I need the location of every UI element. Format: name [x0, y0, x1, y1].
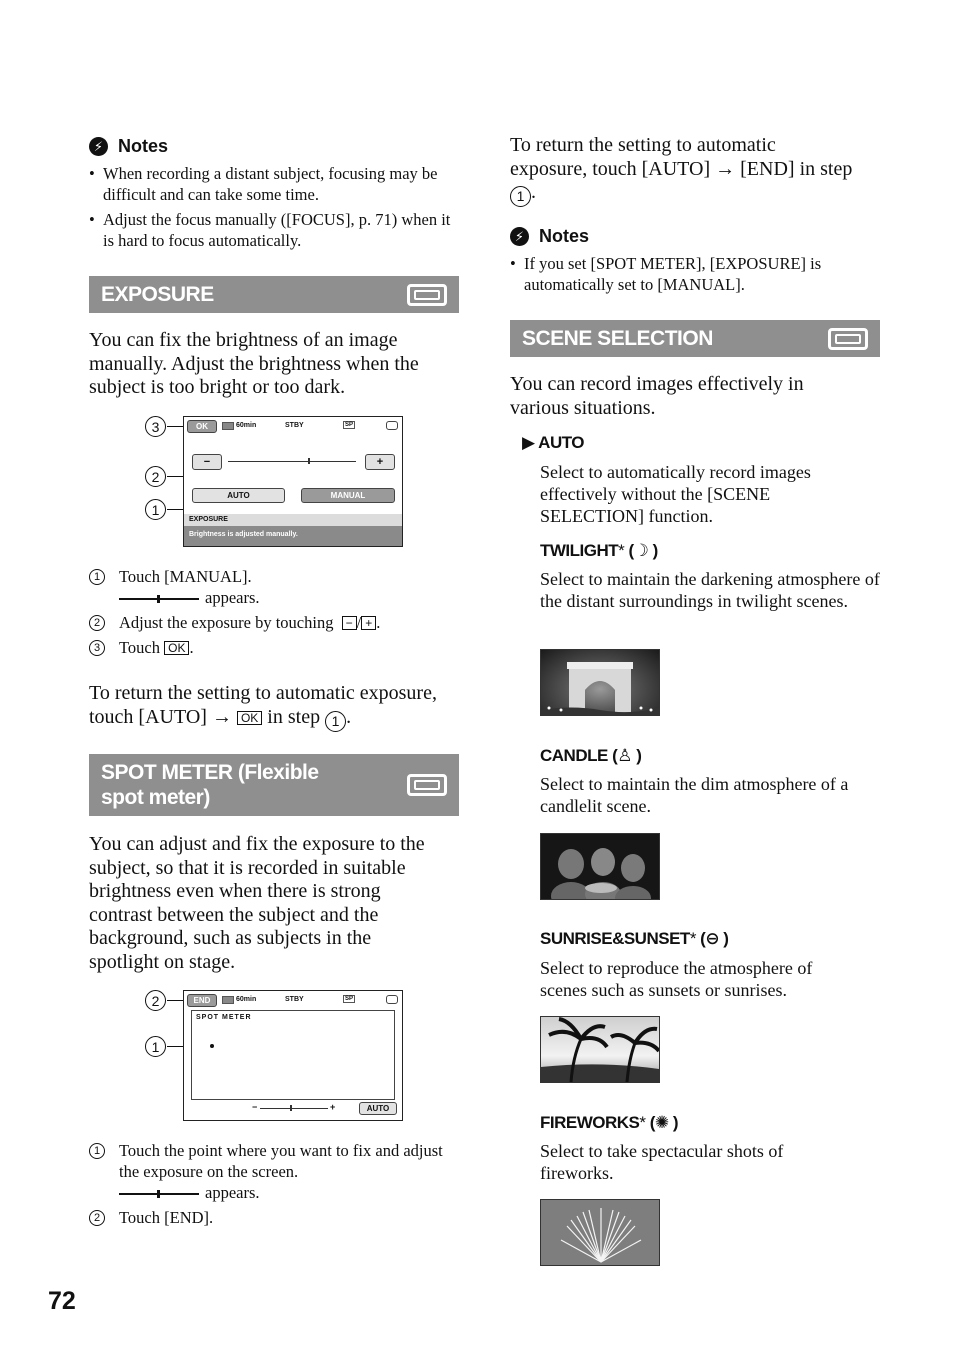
- step-item: [89, 566, 459, 608]
- notes-icon: ⚡: [89, 137, 108, 156]
- battery-time: 60min: [236, 422, 257, 429]
- paren: (: [695, 929, 706, 948]
- step-ref: 1: [325, 711, 346, 732]
- step-ref: 1: [510, 186, 531, 207]
- scene-auto-desc: Select to automatically record images effectively without the [SCENE SELECTION] function.: [540, 462, 811, 526]
- exposure-slider[interactable]: [228, 461, 356, 462]
- step-text: Touch: [119, 638, 161, 657]
- callout-1: 1: [145, 499, 166, 520]
- spot-slider: [260, 1108, 328, 1109]
- paren: (: [624, 541, 634, 560]
- caption-title-bar: [184, 514, 402, 526]
- scene-sunset-heading: [540, 929, 728, 949]
- slider-plus: +: [330, 1102, 336, 1112]
- period: .: [376, 613, 381, 632]
- ok-button[interactable]: OK: [187, 420, 217, 433]
- fireworks-image: [541, 1200, 659, 1265]
- period: .: [531, 181, 536, 203]
- minus-button[interactable]: −: [192, 454, 222, 470]
- scene-label: SUNRISE&SUNSET: [540, 929, 690, 948]
- spot-meter-screen: [183, 990, 403, 1121]
- auto-button[interactable]: AUTO: [359, 1102, 397, 1115]
- spot-meter-steps: [89, 1140, 444, 1232]
- paren: (: [607, 746, 618, 765]
- exposure-return-text: [89, 682, 459, 732]
- step-text: Adjust the exposure by touching: [119, 613, 334, 632]
- separator: /: [356, 613, 362, 632]
- media-icon: [386, 995, 398, 1004]
- default-marker-icon: ▶: [522, 433, 535, 452]
- battery-icon: [222, 422, 234, 430]
- scene-fireworks-desc: Select to take spectacular shots of fireworks.: [540, 1141, 784, 1183]
- spot-meter-intro: You can adjust and fix the exposure to the subject, so that it is recorded in suitable brightness even when there is strong contrast between the subject and the background, such as subjects in the spotlight on stage.: [89, 833, 425, 973]
- scene-auto-heading: [522, 433, 584, 453]
- slider-thumb[interactable]: [308, 458, 310, 464]
- spot-target-area[interactable]: [191, 1010, 395, 1100]
- manual-button[interactable]: MANUAL: [301, 488, 395, 503]
- period: .: [189, 638, 194, 657]
- step-item: [89, 1140, 444, 1203]
- battery-time: 60min: [236, 996, 257, 1003]
- step-number: 2: [89, 615, 105, 631]
- scene-fireworks-heading: [540, 1113, 678, 1133]
- notes-heading: [510, 226, 880, 247]
- camcorder-mode-icon: [828, 328, 868, 350]
- caption-text-bar: [184, 526, 402, 546]
- candle-photo: [540, 833, 660, 900]
- slider-icon: [119, 1189, 199, 1199]
- spot-meter-section-bar: [89, 754, 459, 816]
- sunset-icon: ⊖: [705, 929, 720, 948]
- moon-icon: ☽: [633, 541, 649, 560]
- rec-mode: SP: [345, 422, 354, 428]
- plus-glyph: +: [361, 616, 376, 630]
- notes-title: Notes: [118, 136, 169, 156]
- in-step-text: in step: [267, 705, 321, 728]
- auto-button[interactable]: AUTO: [192, 488, 285, 503]
- notes-heading: [89, 136, 459, 157]
- scene-selection-section-bar: [510, 320, 880, 357]
- slider-thumb: [290, 1105, 292, 1111]
- spot-meter-label: SPOT METER: [196, 1014, 252, 1021]
- paren: ): [648, 541, 658, 560]
- notes-list: [510, 253, 880, 295]
- callout-3: 3: [145, 416, 166, 437]
- note-item: • When recording a distant subject, focusing may be difficult and can take some time.: [89, 163, 459, 205]
- scene-intro: You can record images effectively in various situations.: [510, 373, 804, 419]
- plus-button[interactable]: +: [365, 454, 395, 470]
- arrow-icon: →: [211, 705, 232, 728]
- paren: (: [645, 1113, 655, 1132]
- exposure-screen: [183, 416, 403, 547]
- paren: ): [631, 746, 642, 765]
- exposure-title: EXPOSURE: [101, 283, 214, 306]
- asterisk: *: [618, 541, 625, 560]
- candle-icon: ♙: [617, 746, 632, 765]
- appears-text: appears.: [205, 588, 260, 607]
- status-text: STBY: [285, 996, 304, 1003]
- asterisk: *: [639, 1113, 646, 1132]
- ok-glyph: OK: [237, 711, 262, 725]
- step-text: Touch [MANUAL].: [119, 567, 252, 586]
- rec-mode: SP: [345, 996, 354, 1002]
- caption-title: EXPOSURE: [189, 516, 228, 523]
- exposure-section-bar: [89, 276, 459, 313]
- status-text: STBY: [285, 422, 304, 429]
- fireworks-icon: ✺: [654, 1113, 669, 1132]
- appears-text: appears.: [205, 1183, 260, 1202]
- step-item: [89, 637, 459, 658]
- callout-2: 2: [145, 990, 166, 1011]
- step-number: 1: [89, 569, 105, 585]
- slider-minus: −: [252, 1102, 258, 1112]
- scene-candle-desc: Select to maintain the dim atmosphere of a candlelit scene.: [540, 774, 849, 816]
- spot-point: [210, 1044, 214, 1048]
- notes-block-2: [510, 226, 880, 299]
- scene-selection-title: SCENE SELECTION: [522, 327, 713, 350]
- notes-list: [89, 163, 459, 251]
- notes-icon: ⚡: [510, 227, 529, 246]
- media-icon: [386, 421, 398, 430]
- period: .: [346, 705, 352, 728]
- page-number: 72: [48, 1287, 76, 1315]
- scene-twilight-heading: [540, 541, 658, 561]
- step-text: Touch [END].: [119, 1208, 214, 1227]
- camcorder-mode-icon: [407, 284, 447, 306]
- step-item: [89, 612, 459, 633]
- step-item: [89, 1207, 444, 1228]
- scene-label: AUTO: [538, 433, 585, 452]
- minus-glyph: −: [342, 616, 357, 630]
- spot-return-text: [510, 134, 855, 207]
- arch-image: [541, 650, 659, 715]
- arrow-icon: →: [715, 157, 736, 180]
- palm-trees-image: [541, 1017, 659, 1082]
- scene-twilight-desc: Select to maintain the darkening atmosphere of the distant surroundings in twilight scenes.: [540, 569, 880, 611]
- step-text: Touch the point where you want to fix and adjust the exposure on the screen.: [119, 1141, 443, 1181]
- battery-icon: [222, 996, 234, 1004]
- slider-icon: [119, 594, 199, 604]
- return-text: To return the setting to automatic exposure, touch [AUTO]: [89, 682, 437, 728]
- fireworks-photo: [540, 1199, 660, 1266]
- note-item: • If you set [SPOT METER], [EXPOSURE] is automatically set to [MANUAL].: [510, 253, 880, 295]
- return-text-end: [END] in step: [740, 157, 853, 180]
- camcorder-mode-icon: [407, 774, 447, 796]
- scene-candle-heading: [540, 746, 641, 766]
- callout-2: 2: [145, 466, 166, 487]
- caption-text: Brightness is adjusted manually.: [189, 531, 298, 538]
- notes-block-1: [89, 136, 459, 255]
- exposure-steps: [89, 566, 459, 662]
- return-text: To return the setting to automatic exposure, touch [AUTO]: [510, 134, 776, 180]
- paren: ): [668, 1113, 679, 1132]
- scene-label: FIREWORKS: [540, 1113, 640, 1132]
- scene-label: TWILIGHT: [540, 541, 619, 560]
- exposure-intro: You can fix the brightness of an image manually. Adjust the brightness when the subject is too bright or too dark.: [89, 329, 419, 398]
- callout-1: 1: [145, 1036, 166, 1057]
- paren: ): [719, 929, 729, 948]
- spot-meter-title: SPOT METER (Flexible spot meter): [101, 761, 319, 809]
- scene-sunset-desc: Select to reproduce the atmosphere of scenes such as sunsets or sunrises.: [540, 958, 813, 1000]
- scene-label: CANDLE: [540, 746, 608, 765]
- ok-glyph: OK: [164, 641, 189, 655]
- children-image: [541, 834, 659, 899]
- sunset-photo: [540, 1016, 660, 1083]
- asterisk: *: [689, 929, 696, 948]
- twilight-photo: [540, 649, 660, 716]
- step-number: 3: [89, 640, 105, 656]
- note-item: • Adjust the focus manually ([FOCUS], p. 71) when it is hard to focus automatically.: [89, 209, 459, 251]
- step-number: 1: [89, 1143, 105, 1159]
- notes-title: Notes: [539, 226, 590, 246]
- step-number: 2: [89, 1210, 105, 1226]
- end-button[interactable]: END: [187, 994, 217, 1007]
